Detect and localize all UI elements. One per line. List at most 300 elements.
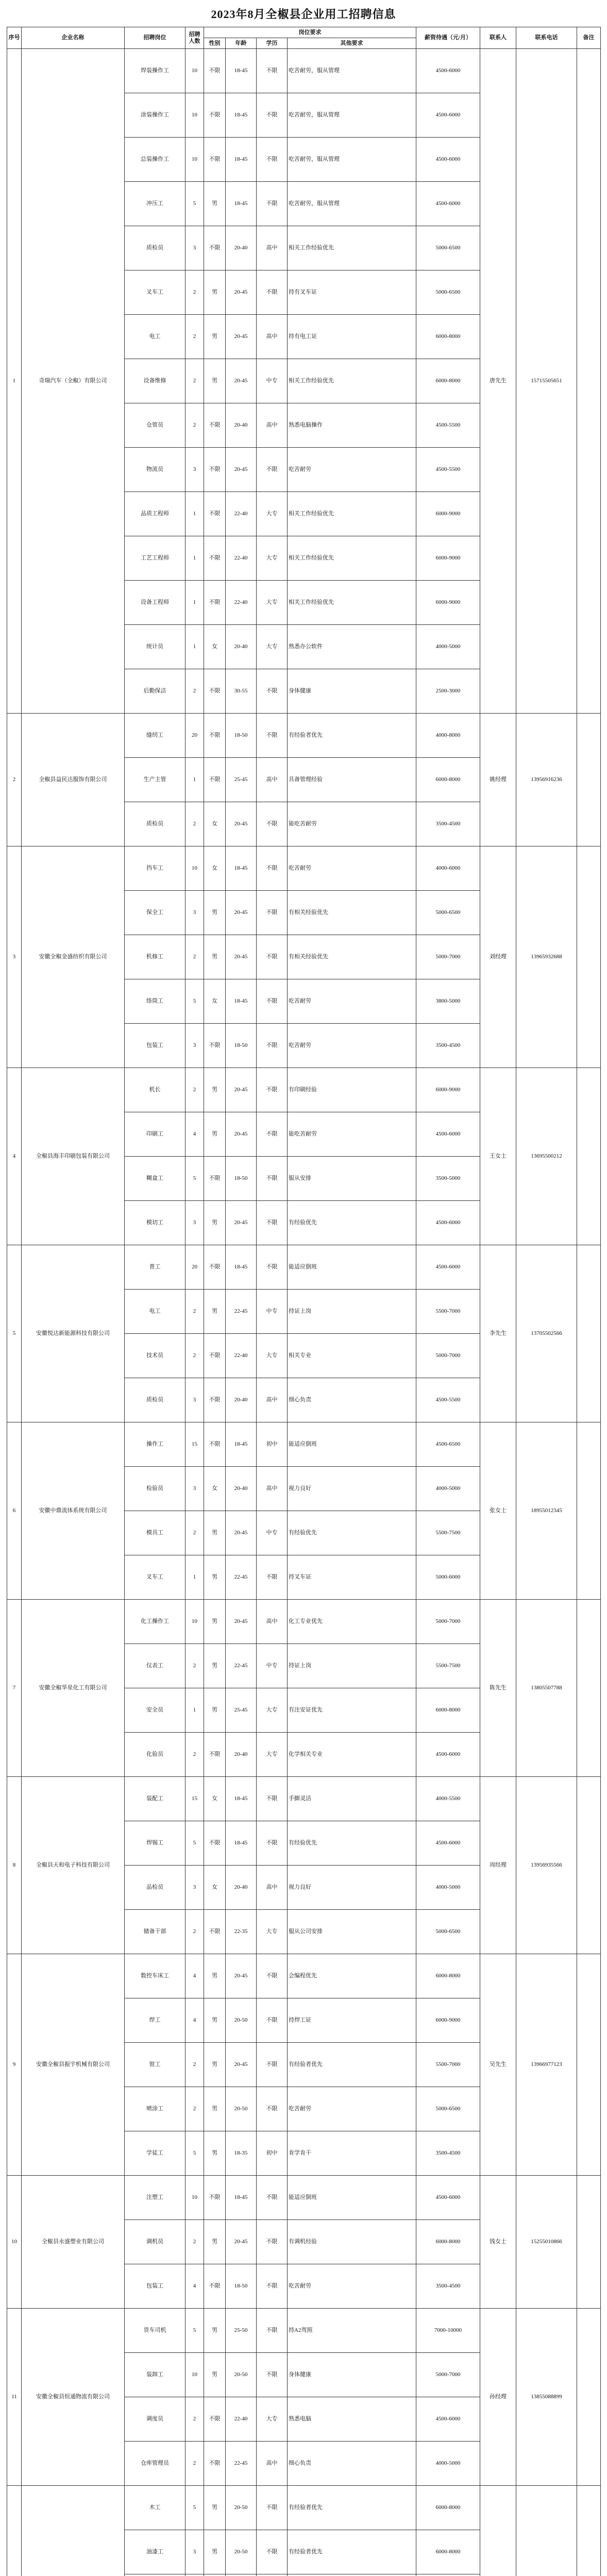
cell-other-req: 视力良好 xyxy=(288,1467,416,1511)
cell-seq: 3 xyxy=(7,846,22,1068)
cell-salary: 4500-6000 xyxy=(416,2176,480,2220)
cell-position: 叉车工 xyxy=(125,1555,186,1600)
cell-gender: 女 xyxy=(204,1866,226,1910)
cell-seq: 2 xyxy=(7,714,22,846)
cell-other-req: 有调机经验 xyxy=(288,2220,416,2264)
cell-count: 2 xyxy=(186,1733,204,1777)
cell-salary: 4500-6000 xyxy=(416,2397,480,2442)
cell-position: 糊盒工 xyxy=(125,1157,186,1201)
cell-count: 10 xyxy=(186,846,204,891)
cell-other-req: 有经验优先 xyxy=(288,1821,416,1866)
cell-age: 18-45 xyxy=(226,2176,257,2220)
cell-company: 安徽全椒县振宇机械有限公司 xyxy=(22,1954,125,2176)
cell-salary: 4500-6000 xyxy=(416,1245,480,1290)
cell-company xyxy=(22,2486,125,2576)
cell-other-req: 相关工作经验优先 xyxy=(288,492,416,536)
cell-gender: 不限 xyxy=(204,1910,226,1954)
cell-phone: 13965932688 xyxy=(516,846,577,1068)
cell-position: 化工操作工 xyxy=(125,1600,186,1644)
cell-age: 20-45 xyxy=(226,315,257,359)
header-position-req: 岗位要求 xyxy=(204,27,416,38)
cell-phone: 13855088899 xyxy=(516,2309,577,2486)
cell-age: 18-45 xyxy=(226,182,257,226)
cell-count: 2 xyxy=(186,270,204,315)
table-row xyxy=(7,49,601,93)
cell-age xyxy=(226,2574,257,2576)
cell-seq: 1 xyxy=(7,49,22,714)
cell-count: 2 xyxy=(186,403,204,448)
cell-count: 5 xyxy=(186,1157,204,1201)
cell-salary: 4500-6000 xyxy=(416,49,480,93)
cell-gender: 不限 xyxy=(204,581,226,625)
cell-count: 10 xyxy=(186,1600,204,1644)
cell-gender: 不限 xyxy=(204,49,226,93)
cell-gender: 不限 xyxy=(204,403,226,448)
table-row xyxy=(7,2309,601,2353)
cell-position: 品质工程师 xyxy=(125,492,186,536)
cell-education: 高中 xyxy=(257,1467,288,1511)
cell-other-req: 相关专业 xyxy=(288,1334,416,1378)
cell-salary: 4000-5500 xyxy=(416,1777,480,1821)
cell-education: 不限 xyxy=(257,846,288,891)
cell-other-req: 相关工作经验优先 xyxy=(288,226,416,270)
cell-count: 3 xyxy=(186,226,204,270)
cell-age: 20-50 xyxy=(226,2087,257,2131)
cell-count: 10 xyxy=(186,93,204,138)
cell-salary: 4500-5500 xyxy=(416,1378,480,1422)
cell-salary: 4500-6000 xyxy=(416,1112,480,1157)
cell-count: 2 xyxy=(186,2043,204,2087)
cell-position: 包装工 xyxy=(125,1024,186,1068)
cell-age: 20-45 xyxy=(226,359,257,403)
cell-seq: 6 xyxy=(7,1422,22,1600)
cell-seq: 10 xyxy=(7,2176,22,2309)
cell-count: 1 xyxy=(186,1555,204,1600)
cell-education: 不限 xyxy=(257,2486,288,2530)
cell-position: 仓管员 xyxy=(125,403,186,448)
cell-position: 挡车工 xyxy=(125,846,186,891)
cell-contact: 吴先生 xyxy=(480,1954,516,2176)
cell-position: 学徒工 xyxy=(125,2131,186,2176)
cell-age: 20-45 xyxy=(226,270,257,315)
cell-count: 1 xyxy=(186,581,204,625)
cell-position: 冲压工 xyxy=(125,182,186,226)
header-phone: 联系电话 xyxy=(516,27,577,49)
cell-note xyxy=(577,1422,601,1600)
cell-other-req: 有经验优先 xyxy=(288,1201,416,1245)
cell-education: 不限 xyxy=(257,802,288,846)
cell-company: 安徽全椒金盛纺织有限公司 xyxy=(22,846,125,1068)
cell-education xyxy=(257,2574,288,2576)
cell-position: 喷涂工 xyxy=(125,2087,186,2131)
cell-salary: 5000-6500 xyxy=(416,1910,480,1954)
cell-gender: 不限 xyxy=(204,669,226,714)
cell-gender: 男 xyxy=(204,1644,226,1688)
cell-other-req: 吃苦耐劳 xyxy=(288,1024,416,1068)
cell-note xyxy=(577,49,601,714)
cell-other-req: 肯学肯干 xyxy=(288,2131,416,2176)
cell-age: 20-50 xyxy=(226,2486,257,2530)
cell-note xyxy=(577,2176,601,2309)
cell-education: 不限 xyxy=(257,270,288,315)
cell-salary: 4000-5000 xyxy=(416,1467,480,1511)
cell-gender: 不限 xyxy=(204,1821,226,1866)
header-gender: 性别 xyxy=(204,38,226,49)
cell-salary: 6000-8000 xyxy=(416,1688,480,1733)
cell-other-req: 持有电工证 xyxy=(288,315,416,359)
cell-other-req: 有经验者优先 xyxy=(288,2486,416,2530)
cell-position: 叉车工 xyxy=(125,270,186,315)
cell-other-req: 有注安证优先 xyxy=(288,1688,416,1733)
cell-position: 模具工 xyxy=(125,1511,186,1555)
cell-position: 焊锡工 xyxy=(125,1821,186,1866)
cell-position: 印刷工 xyxy=(125,1112,186,1157)
cell-seq xyxy=(7,2486,22,2576)
cell-age: 20-45 xyxy=(226,2220,257,2264)
cell-gender: 男 xyxy=(204,359,226,403)
cell-salary: 4000-8000 xyxy=(416,714,480,758)
cell-count: 3 xyxy=(186,891,204,935)
cell-age: 20-45 xyxy=(226,1954,257,1998)
cell-other-req: 能吃苦耐劳 xyxy=(288,802,416,846)
cell-salary: 4000-6000 xyxy=(416,846,480,891)
cell-gender: 男 xyxy=(204,1201,226,1245)
cell-age: 18-45 xyxy=(226,1422,257,1467)
cell-phone: 13966977123 xyxy=(516,1954,577,2176)
cell-gender: 不限 xyxy=(204,492,226,536)
cell-contact: 孙经理 xyxy=(480,2309,516,2486)
cell-salary: 5000-7000 xyxy=(416,935,480,979)
cell-count: 1 xyxy=(186,1688,204,1733)
cell-age: 20-40 xyxy=(226,625,257,669)
cell-other-req: 熟悉电脑 xyxy=(288,2397,416,2442)
cell-gender: 不限 xyxy=(204,2397,226,2442)
cell-salary: 4500-6000 xyxy=(416,138,480,182)
cell-count: 15 xyxy=(186,1422,204,1467)
cell-other-req: 有经验者优先 xyxy=(288,2043,416,2087)
cell-gender: 男 xyxy=(204,270,226,315)
cell-other-req: 持焊工证 xyxy=(288,1998,416,2043)
cell-salary: 5500-7500 xyxy=(416,1644,480,1688)
cell-company: 安徽全椒县恒通物流有限公司 xyxy=(22,2309,125,2486)
cell-gender: 女 xyxy=(204,846,226,891)
cell-other-req: 吃苦耐劳，服从管理 xyxy=(288,138,416,182)
table-row xyxy=(7,1954,601,1998)
cell-education: 高中 xyxy=(257,1378,288,1422)
cell-salary: 6000-9000 xyxy=(416,1068,480,1112)
cell-seq: 11 xyxy=(7,2309,22,2486)
cell-position: 机长 xyxy=(125,1068,186,1112)
cell-gender: 男 xyxy=(204,1954,226,1998)
cell-other-req: 相关工作经验优先 xyxy=(288,536,416,581)
cell-education: 不限 xyxy=(257,1157,288,1201)
cell-education: 初中 xyxy=(257,2131,288,2176)
cell-position: 机修工 xyxy=(125,935,186,979)
cell-phone: 15715505651 xyxy=(516,49,577,714)
cell-gender: 不限 xyxy=(204,714,226,758)
cell-education: 不限 xyxy=(257,1821,288,1866)
cell-gender: 男 xyxy=(204,1511,226,1555)
cell-education: 大专 xyxy=(257,536,288,581)
cell-other-req: 持证上岗 xyxy=(288,1290,416,1334)
cell-count: 2 xyxy=(186,1511,204,1555)
cell-gender: 不限 xyxy=(204,2176,226,2220)
cell-position: 焊工 xyxy=(125,1998,186,2043)
cell-seq: 5 xyxy=(7,1245,22,1422)
cell-age: 20-45 xyxy=(226,1068,257,1112)
cell-count: 1 xyxy=(186,492,204,536)
cell-gender: 男 xyxy=(204,182,226,226)
cell-company: 全椒县永盛塑业有限公司 xyxy=(22,2176,125,2309)
cell-salary: 5500-7500 xyxy=(416,1511,480,1555)
cell-seq: 8 xyxy=(7,1777,22,1954)
table-body xyxy=(7,49,601,2576)
cell-education: 中专 xyxy=(257,1290,288,1334)
cell-other-req: 有相关经验优先 xyxy=(288,935,416,979)
cell-position: 设备维修 xyxy=(125,359,186,403)
cell-company: 奇瑞汽车（全椒）有限公司 xyxy=(22,49,125,714)
cell-gender: 不限 xyxy=(204,138,226,182)
cell-gender: 男 xyxy=(204,1555,226,1600)
cell-age: 20-45 xyxy=(226,1112,257,1157)
cell-count: 1 xyxy=(186,536,204,581)
cell-gender: 男 xyxy=(204,2043,226,2087)
table-row xyxy=(7,2176,601,2220)
cell-count: 2 xyxy=(186,1290,204,1334)
cell-salary: 6000-9000 xyxy=(416,536,480,581)
cell-contact: 唐先生 xyxy=(480,49,516,714)
cell-position: 物流员 xyxy=(125,448,186,492)
cell-education: 不限 xyxy=(257,1245,288,1290)
cell-phone: 13695500212 xyxy=(516,1068,577,1245)
cell-age: 20-40 xyxy=(226,226,257,270)
cell-contact: 张女士 xyxy=(480,1422,516,1600)
cell-salary: 5000-7000 xyxy=(416,1334,480,1378)
cell-other-req: 熟悉电脑操作 xyxy=(288,403,416,448)
header-company: 企业名称 xyxy=(22,27,125,49)
recruitment-table xyxy=(7,27,601,2576)
cell-age: 18-45 xyxy=(226,979,257,1024)
cell-note xyxy=(577,714,601,846)
cell-education: 不限 xyxy=(257,2530,288,2574)
cell-salary: 5500-7000 xyxy=(416,2043,480,2087)
cell-education: 不限 xyxy=(257,714,288,758)
cell-gender: 男 xyxy=(204,1998,226,2043)
cell-salary: 5000-6500 xyxy=(416,891,480,935)
cell-education: 高中 xyxy=(257,1866,288,1910)
cell-position: 检验员 xyxy=(125,1467,186,1511)
header-note: 备注 xyxy=(577,27,601,49)
cell-position: 电工 xyxy=(125,1290,186,1334)
cell-note xyxy=(577,2486,601,2576)
cell-company: 安徽悦达新能源科技有限公司 xyxy=(22,1245,125,1422)
cell-phone: 15255010866 xyxy=(516,2176,577,2309)
cell-position: 仓库管理员 xyxy=(125,2442,186,2486)
cell-count: 10 xyxy=(186,2353,204,2397)
cell-count: 2 xyxy=(186,1334,204,1378)
cell-other-req: 持有叉车证 xyxy=(288,270,416,315)
cell-note xyxy=(577,846,601,1068)
table-row xyxy=(7,1777,601,1821)
cell-other-req: 手脚灵活 xyxy=(288,1777,416,1821)
cell-salary: 4000-5000 xyxy=(416,2442,480,2486)
cell-phone: 18955012345 xyxy=(516,1422,577,1600)
cell-count: 5 xyxy=(186,2486,204,2530)
cell-education: 大专 xyxy=(257,2397,288,2442)
cell-education: 不限 xyxy=(257,1201,288,1245)
cell-age: 18-35 xyxy=(226,2131,257,2176)
cell-gender: 男 xyxy=(204,891,226,935)
cell-count: 5 xyxy=(186,1821,204,1866)
cell-age: 20-45 xyxy=(226,935,257,979)
cell-count: 1 xyxy=(186,758,204,802)
cell-seq: 9 xyxy=(7,1954,22,2176)
cell-gender xyxy=(204,2574,226,2576)
cell-count: 3 xyxy=(186,1201,204,1245)
cell-note xyxy=(577,2309,601,2486)
header-age: 年龄 xyxy=(226,38,257,49)
cell-phone xyxy=(516,2486,577,2576)
cell-age: 22-45 xyxy=(226,2442,257,2486)
cell-salary: 6000-8000 xyxy=(416,2486,480,2530)
cell-gender: 男 xyxy=(204,1068,226,1112)
cell-age: 18-50 xyxy=(226,714,257,758)
cell-contact: 姚经理 xyxy=(480,714,516,846)
cell-education: 中专 xyxy=(257,359,288,403)
cell-salary: 3500-4500 xyxy=(416,2264,480,2309)
cell-count: 2 xyxy=(186,2220,204,2264)
cell-age: 18-45 xyxy=(226,846,257,891)
cell-education: 高中 xyxy=(257,2442,288,2486)
cell-position: 质检员 xyxy=(125,1378,186,1422)
cell-position: 涂装操作工 xyxy=(125,93,186,138)
cell-seq: 7 xyxy=(7,1600,22,1777)
cell-position: 质检员 xyxy=(125,802,186,846)
cell-other-req: 会编程优先 xyxy=(288,1954,416,1998)
cell-salary xyxy=(416,2574,480,2576)
cell-count: 10 xyxy=(186,2176,204,2220)
cell-count: 4 xyxy=(186,1998,204,2043)
cell-other-req: 有印刷经验 xyxy=(288,1068,416,1112)
cell-position: 油漆工 xyxy=(125,2530,186,2574)
cell-seq: 4 xyxy=(7,1068,22,1245)
cell-position: 络筒工 xyxy=(125,979,186,1024)
cell-gender: 男 xyxy=(204,315,226,359)
cell-other-req: 有经验者优先 xyxy=(288,2530,416,2574)
cell-age: 20-45 xyxy=(226,1201,257,1245)
cell-gender: 男 xyxy=(204,1600,226,1644)
cell-count: 4 xyxy=(186,2264,204,2309)
cell-age: 18-50 xyxy=(226,2264,257,2309)
cell-other-req: 能吃苦耐劳 xyxy=(288,1112,416,1157)
cell-count: 4 xyxy=(186,1954,204,1998)
cell-age: 25-45 xyxy=(226,1688,257,1733)
cell-other-req: 具备管理经验 xyxy=(288,758,416,802)
cell-other-req: 吃苦耐劳，服从管理 xyxy=(288,182,416,226)
cell-position: 焊装操作工 xyxy=(125,49,186,93)
cell-salary: 6000-8000 xyxy=(416,758,480,802)
cell-gender: 男 xyxy=(204,2486,226,2530)
cell-gender: 不限 xyxy=(204,448,226,492)
cell-education: 不限 xyxy=(257,2220,288,2264)
cell-count: 2 xyxy=(186,2087,204,2131)
cell-gender: 不限 xyxy=(204,1024,226,1068)
cell-position: 调度员 xyxy=(125,2397,186,2442)
cell-salary: 2500-3000 xyxy=(416,669,480,714)
cell-education: 不限 xyxy=(257,1068,288,1112)
cell-age: 18-45 xyxy=(226,1777,257,1821)
cell-position: 质检员 xyxy=(125,226,186,270)
cell-gender: 不限 xyxy=(204,758,226,802)
cell-salary: 4500-6000 xyxy=(416,93,480,138)
cell-education: 中专 xyxy=(257,1511,288,1555)
cell-age: 20-50 xyxy=(226,2353,257,2397)
cell-contact: 刘经理 xyxy=(480,846,516,1068)
cell-contact: 李先生 xyxy=(480,1245,516,1422)
cell-education: 不限 xyxy=(257,93,288,138)
cell-note xyxy=(577,1245,601,1422)
cell-count: 2 xyxy=(186,802,204,846)
cell-age: 18-45 xyxy=(226,1821,257,1866)
cell-other-req: 持A2驾照 xyxy=(288,2309,416,2353)
cell-count: 20 xyxy=(186,714,204,758)
cell-contact: 陈先生 xyxy=(480,1600,516,1777)
cell-education: 不限 xyxy=(257,2309,288,2353)
cell-salary: 6000-8000 xyxy=(416,315,480,359)
cell-other-req: 相关工作经验优先 xyxy=(288,359,416,403)
cell-salary: 5000-6000 xyxy=(416,1555,480,1600)
cell-salary: 4500-5500 xyxy=(416,403,480,448)
cell-education: 不限 xyxy=(257,2176,288,2220)
cell-other-req: 身体健康 xyxy=(288,669,416,714)
cell-other-req: 吃苦耐劳 xyxy=(288,2087,416,2131)
cell-education: 大专 xyxy=(257,1688,288,1733)
table-row xyxy=(7,1422,601,1467)
cell-gender: 不限 xyxy=(204,2264,226,2309)
cell-other-req: 有经验者优先 xyxy=(288,714,416,758)
cell-count: 3 xyxy=(186,448,204,492)
table-row xyxy=(7,1600,601,1644)
cell-gender: 不限 xyxy=(204,2442,226,2486)
cell-count: 4 xyxy=(186,1112,204,1157)
cell-gender: 男 xyxy=(204,1290,226,1334)
cell-position: 货车司机 xyxy=(125,2309,186,2353)
cell-count: 5 xyxy=(186,182,204,226)
cell-position: 操作工 xyxy=(125,1422,186,1467)
cell-count: 20 xyxy=(186,1245,204,1290)
cell-other-req: 化工专业优先 xyxy=(288,1600,416,1644)
cell-gender: 女 xyxy=(204,979,226,1024)
cell-count: 2 xyxy=(186,1068,204,1112)
cell-salary: 5000-6500 xyxy=(416,2087,480,2131)
cell-education: 不限 xyxy=(257,891,288,935)
cell-contact: 王女士 xyxy=(480,1068,516,1245)
cell-other-req: 吃苦耐劳 xyxy=(288,979,416,1024)
cell-salary: 6000-9000 xyxy=(416,492,480,536)
cell-position: 钳工 xyxy=(125,2043,186,2087)
cell-salary: 5500-7000 xyxy=(416,1290,480,1334)
header-position: 招聘岗位 xyxy=(125,27,186,49)
cell-age: 18-45 xyxy=(226,93,257,138)
cell-education: 不限 xyxy=(257,1998,288,2043)
cell-position: 包装工 xyxy=(125,2264,186,2309)
cell-phone: 13956935566 xyxy=(516,1777,577,1954)
cell-position: 工艺工程师 xyxy=(125,536,186,581)
cell-age: 20-45 xyxy=(226,448,257,492)
cell-salary: 4500-6000 xyxy=(416,1201,480,1245)
cell-education: 中专 xyxy=(257,1644,288,1688)
cell-education: 不限 xyxy=(257,669,288,714)
